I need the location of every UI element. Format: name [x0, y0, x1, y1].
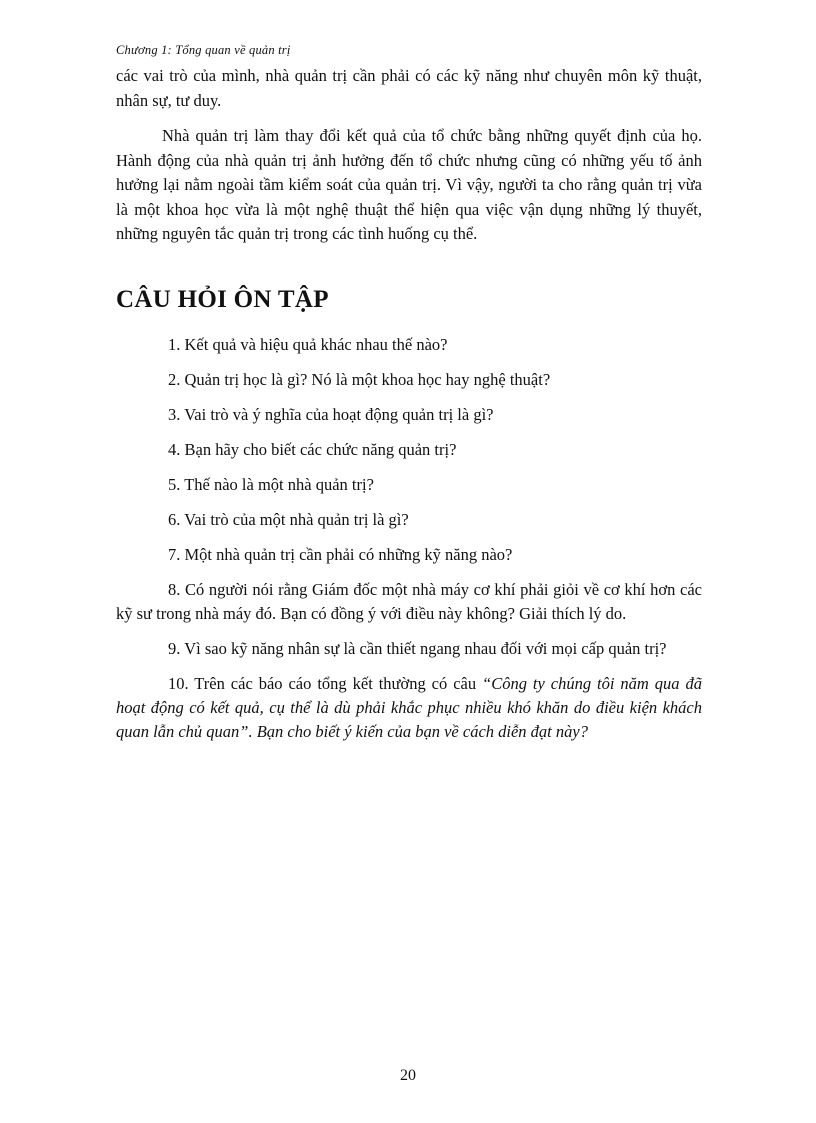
page-number: 20	[400, 1067, 416, 1084]
question-2: 2. Quản trị học là gì? Nó là một khoa học hay nghệ thuật?	[168, 370, 551, 389]
question-7: 7. Một nhà quản trị cần phải có những kỹ năng nào?	[168, 545, 513, 564]
question-1: 1. Kết quả và hiệu quả khác nhau thế nào?	[168, 335, 448, 354]
question-10	[116, 672, 702, 744]
question-6: 6. Vai trò của một nhà quản trị là gì?	[168, 510, 409, 529]
review-questions-list	[116, 333, 702, 755]
running-header: Chương 1: Tổng quan về quản trị	[116, 43, 291, 57]
question-3: 3. Vai trò và ý nghĩa của hoạt động quản trị là gì?	[168, 405, 494, 424]
question-10-quote: “Công ty chúng tôi năm qua đã hoạt động có kết quả, cụ thể là dù phải khắc phục nhiều khó khăn do điều kiện khách quan lẫn chủ quan”. Bạn cho biết ý kiến của bạn về cách diễn đạt này?	[116, 674, 702, 741]
question-4: 4. Bạn hãy cho biết các chức năng quản trị?	[168, 440, 457, 459]
section-title-review-questions: CÂU HỎI ÔN TẬP	[116, 286, 329, 313]
question-8: 8. Có người nói rằng Giám đốc một nhà máy cơ khí phải giỏi về cơ khí hơn các kỹ sư trong nhà máy đó. Bạn có đồng ý với điều này không? Giải thích lý do.	[116, 580, 702, 623]
question-5: 5. Thế nào là một nhà quản trị?	[168, 475, 374, 494]
question-9: 9. Vì sao kỹ năng nhân sự là cần thiết ngang nhau đối với mọi cấp quản trị?	[168, 639, 667, 658]
question-10-prefix: 10. Trên các báo cáo tổng kết thường có câu	[168, 674, 483, 693]
paragraph-management-science-art: Nhà quản trị làm thay đổi kết quả của tổ chức bằng những quyết định của họ. Hành động của nhà quản trị ảnh hưởng đến tổ chức nhưng cũng có những yếu tố ảnh hưởng lại nằm ngoài tầm kiểm soát của quản trị. Vì vậy, người ta cho rằng quản trị vừa là một khoa học vừa là một nghệ thuật thể hiện qua việc vận dụng những lý thuyết, những nguyên tắc quản trị trong các tình huống cụ thể.	[116, 126, 702, 243]
paragraph-continued: các vai trò của mình, nhà quản trị cần phải có các kỹ năng như chuyên môn kỹ thuật, nhân sự, tư duy.	[116, 66, 702, 110]
